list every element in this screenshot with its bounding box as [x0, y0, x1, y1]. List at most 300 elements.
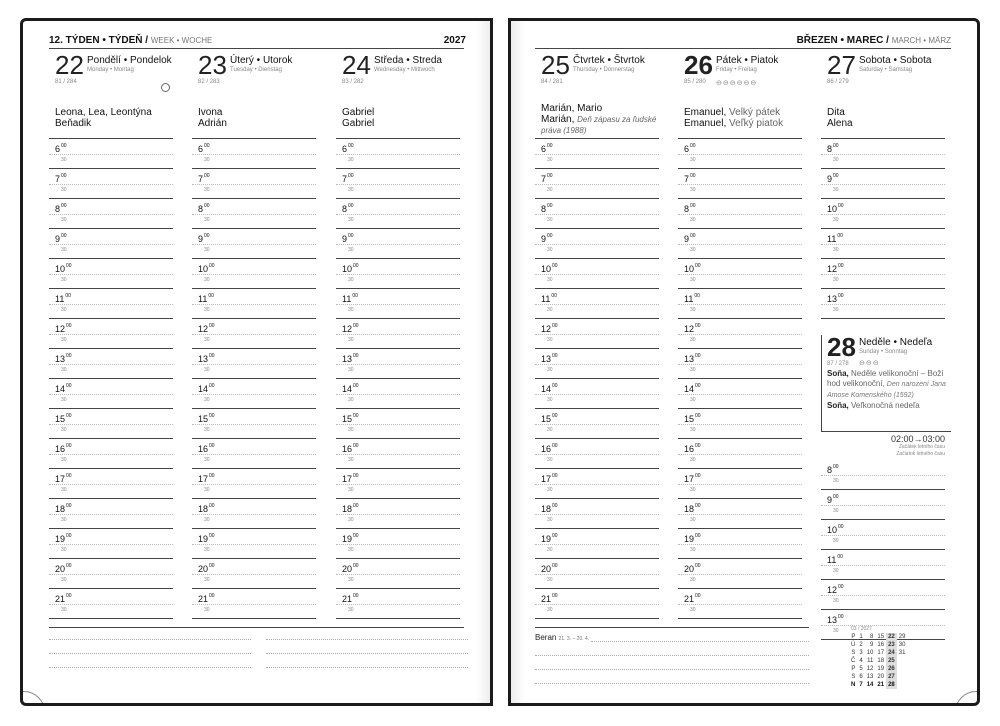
hour-slot[interactable] [821, 139, 951, 169]
half-hour-label: 30 [833, 277, 839, 283]
hour-minutes: 00 [838, 203, 844, 209]
half-hour-line [678, 214, 802, 215]
hour-slot[interactable] [678, 409, 808, 439]
hour-label [198, 443, 215, 454]
hour-slot[interactable] [821, 169, 951, 199]
hour-slot[interactable] [336, 409, 466, 439]
hour-slot[interactable] [678, 469, 808, 499]
hour-number: 16 [198, 444, 209, 454]
hour-minutes: 00 [209, 443, 215, 449]
week-separator: / [142, 35, 151, 46]
hour-number: 10 [684, 264, 695, 274]
half-hour-label: 30 [348, 157, 354, 163]
half-hour-label: 30 [348, 277, 354, 283]
half-hour-label: 30 [690, 517, 696, 523]
half-hour-line [192, 274, 316, 275]
half-hour-line [49, 304, 173, 305]
zodiac-name: Beran [535, 633, 557, 642]
hour-slot[interactable] [678, 139, 808, 169]
half-hour-line [678, 514, 802, 515]
hour-slot[interactable] [678, 199, 808, 229]
hour-slot[interactable] [535, 169, 665, 199]
half-hour-line [535, 514, 659, 515]
day-header [678, 50, 808, 139]
hour-number: 12 [684, 324, 695, 334]
hour-slot[interactable] [49, 199, 179, 229]
hour-slot[interactable] [49, 439, 179, 469]
hour-slot[interactable] [49, 409, 179, 439]
hour-slot[interactable] [336, 259, 466, 289]
hour-number: 10 [342, 264, 353, 274]
hour-label [198, 383, 215, 394]
hour-slot[interactable] [821, 580, 951, 610]
hour-number: 8 [198, 204, 204, 214]
hour-slot[interactable] [535, 469, 665, 499]
mini-calendar-cell [897, 681, 908, 689]
day-title: Sobota • Sobota [859, 55, 932, 66]
hour-number: 13 [342, 354, 353, 364]
hour-minutes: 00 [353, 533, 359, 539]
hour-slot[interactable] [678, 499, 808, 529]
hour-number: 17 [198, 474, 209, 484]
half-hour-line [535, 274, 659, 275]
hour-minutes: 00 [547, 143, 553, 149]
day-title: Čtvrtek • Štvrtok [573, 55, 645, 66]
hour-slot[interactable] [535, 259, 665, 289]
hour-number: 9 [541, 234, 547, 244]
half-hour-label: 30 [690, 427, 696, 433]
hour-slot[interactable] [535, 289, 665, 319]
hour-label [342, 293, 358, 304]
hour-number: 7 [55, 174, 61, 184]
hour-slot[interactable] [336, 559, 466, 589]
hour-slot[interactable] [336, 199, 466, 229]
half-hour-label: 30 [547, 397, 553, 403]
hour-slot[interactable] [535, 229, 665, 259]
hour-slot[interactable] [535, 499, 665, 529]
mini-calendar-cell: 15 [877, 634, 885, 640]
hour-slot[interactable] [535, 349, 665, 379]
hour-slot[interactable] [192, 439, 322, 469]
nameday-line [827, 369, 951, 401]
day-number: 26 [684, 50, 713, 80]
half-hour-label: 30 [547, 427, 553, 433]
half-hour-label: 30 [547, 367, 553, 373]
hour-slot[interactable] [535, 139, 665, 169]
half-hour-line [678, 184, 802, 185]
hour-slot[interactable] [678, 289, 808, 319]
half-hour-label: 30 [690, 157, 696, 163]
mini-calendar-cell [897, 673, 908, 681]
half-hour-label: 30 [348, 187, 354, 193]
half-hour-label: 30 [690, 367, 696, 373]
hour-minutes: 00 [833, 143, 839, 149]
hour-number: 17 [541, 474, 552, 484]
hour-slot[interactable] [192, 319, 322, 349]
mini-calendar-cell: S [851, 650, 856, 656]
half-hour-label: 30 [833, 187, 839, 193]
hour-number: 11 [198, 294, 208, 304]
notes-line [591, 641, 809, 642]
hour-slot[interactable] [678, 559, 808, 589]
hour-label [541, 533, 558, 544]
half-hour-line [535, 394, 659, 395]
hour-number: 10 [827, 525, 838, 535]
hour-slot[interactable] [49, 319, 179, 349]
hour-minutes: 00 [552, 503, 558, 509]
hour-label [55, 443, 72, 454]
nameday-line [684, 107, 806, 118]
hour-minutes: 00 [353, 263, 359, 269]
hour-slot[interactable] [821, 490, 951, 520]
hour-label [684, 353, 701, 364]
nameday-line [342, 118, 464, 129]
half-hour-line [821, 505, 945, 506]
holiday-note: Den narození Jana Amose Komenského (1592) [827, 381, 946, 399]
half-hour-label: 30 [348, 517, 354, 523]
hour-label [541, 173, 553, 184]
day-of-year: 84 / 281 [541, 79, 563, 85]
hour-number: 21 [198, 594, 209, 604]
hour-label [827, 614, 844, 625]
half-hour-line [535, 154, 659, 155]
nameday-name: Ivona [198, 107, 223, 118]
hour-slot[interactable] [49, 379, 179, 409]
half-hour-label: 30 [61, 577, 67, 583]
half-hour-label: 30 [348, 607, 354, 613]
hour-minutes: 00 [552, 263, 558, 269]
hour-minutes: 00 [61, 143, 67, 149]
hour-slot[interactable] [336, 379, 466, 409]
hour-slot[interactable] [336, 229, 466, 259]
hour-number: 8 [342, 204, 348, 214]
half-hour-line [336, 454, 460, 455]
hour-label [342, 443, 359, 454]
mini-calendar-cell: 17 [877, 650, 885, 656]
half-hour-line [821, 154, 945, 155]
hour-slot[interactable] [336, 439, 466, 469]
half-hour-line [49, 334, 173, 335]
day-title: Úterý • Utorok [230, 55, 293, 66]
hour-number: 7 [684, 174, 690, 184]
hour-number: 14 [198, 384, 209, 394]
half-hour-line [49, 424, 173, 425]
hour-label [55, 593, 72, 604]
hour-slot[interactable] [49, 169, 179, 199]
right-page [508, 18, 980, 706]
half-hour-label: 30 [690, 277, 696, 283]
hour-slots [535, 139, 665, 619]
mini-calendar-cell: 13 [866, 674, 874, 680]
notes-line [535, 683, 809, 684]
nameday-name: Marián, [541, 114, 578, 125]
hour-label [342, 593, 359, 604]
hour-label [684, 383, 701, 394]
hour-label [827, 524, 844, 535]
hour-slot[interactable] [49, 139, 179, 169]
hour-label [55, 413, 72, 424]
hour-slot[interactable] [535, 319, 665, 349]
hour-minutes: 00 [695, 503, 701, 509]
hour-slot[interactable] [192, 379, 322, 409]
half-hour-line [336, 424, 460, 425]
mini-calendar-cell: 24 [888, 650, 895, 656]
hour-minutes: 00 [695, 473, 701, 479]
hour-slot[interactable] [336, 319, 466, 349]
hour-number: 14 [684, 384, 695, 394]
hour-slot[interactable] [336, 169, 466, 199]
hour-slots [336, 139, 466, 619]
hour-minutes: 00 [552, 593, 558, 599]
hour-number: 19 [55, 534, 66, 544]
hour-label [55, 263, 72, 274]
hour-slot[interactable] [192, 289, 322, 319]
half-hour-line [821, 565, 945, 566]
hour-minutes: 00 [66, 563, 72, 569]
hour-label [684, 473, 701, 484]
hour-minutes: 00 [833, 494, 839, 500]
hour-number: 20 [541, 564, 552, 574]
hour-label [198, 473, 215, 484]
hour-slot[interactable] [535, 529, 665, 559]
hour-label [541, 383, 558, 394]
half-hour-label: 30 [204, 247, 210, 253]
hour-minutes: 00 [66, 443, 72, 449]
nameday-line [684, 118, 806, 129]
hour-label [342, 563, 359, 574]
hour-slot[interactable] [336, 589, 466, 619]
hour-slot[interactable] [49, 589, 179, 619]
half-hour-label: 30 [547, 457, 553, 463]
hour-slot[interactable] [678, 169, 808, 199]
half-hour-label: 30 [348, 247, 354, 253]
hour-slot[interactable] [192, 409, 322, 439]
hour-slot[interactable] [678, 319, 808, 349]
mini-calendar-cell: N [851, 682, 856, 688]
half-hour-label: 30 [61, 307, 67, 313]
nameday-name: Emanuel, [684, 107, 730, 118]
hour-number: 9 [342, 234, 348, 244]
half-hour-label: 30 [348, 427, 354, 433]
week-header [49, 35, 212, 46]
hour-slot[interactable] [192, 229, 322, 259]
half-hour-line [678, 154, 802, 155]
half-hour-label: 30 [547, 577, 553, 583]
hour-slot[interactable] [336, 139, 466, 169]
hour-slot[interactable] [49, 349, 179, 379]
hour-slot[interactable] [821, 229, 951, 259]
half-hour-line [49, 544, 173, 545]
hour-slot[interactable] [821, 550, 951, 580]
half-hour-line [49, 574, 173, 575]
hour-number: 21 [55, 594, 66, 604]
mini-calendar-cell: 8 [870, 634, 874, 640]
hour-number: 9 [55, 234, 61, 244]
half-hour-label: 30 [61, 487, 67, 493]
hour-slot[interactable] [336, 349, 466, 379]
hour-minutes: 00 [837, 233, 843, 239]
hour-slot[interactable] [535, 379, 665, 409]
hour-slot[interactable] [192, 169, 322, 199]
hour-label [684, 293, 700, 304]
hour-label [55, 203, 67, 214]
half-hour-line [821, 535, 945, 536]
hour-minutes: 00 [552, 473, 558, 479]
mini-calendar [849, 625, 907, 689]
half-hour-line [535, 334, 659, 335]
hour-number: 14 [541, 384, 552, 394]
hour-slot[interactable] [336, 289, 466, 319]
hour-minutes: 00 [547, 203, 553, 209]
hour-slot[interactable] [192, 469, 322, 499]
half-hour-line [821, 244, 945, 245]
month-label-en: MARCH • MÄRZ [891, 36, 951, 45]
hour-number: 20 [342, 564, 353, 574]
half-hour-line [678, 244, 802, 245]
hour-slot[interactable] [821, 199, 951, 229]
hour-label [55, 293, 71, 304]
hour-slot[interactable] [49, 229, 179, 259]
hour-slot[interactable] [192, 139, 322, 169]
hour-label [55, 233, 67, 244]
hour-number: 17 [684, 474, 695, 484]
day-title: Pondělí • Pondelok [87, 55, 172, 66]
hour-number: 15 [55, 414, 66, 424]
hour-label [342, 323, 359, 334]
header-rule [535, 48, 951, 49]
hour-slot[interactable] [535, 409, 665, 439]
day-title: Pátek • Piatok [716, 55, 779, 66]
hour-slot[interactable] [678, 589, 808, 619]
hour-minutes: 00 [204, 233, 210, 239]
hour-number: 17 [342, 474, 353, 484]
day-title-en: Saturday • Samstag [859, 67, 913, 73]
hour-slot[interactable] [192, 529, 322, 559]
hour-slot[interactable] [49, 559, 179, 589]
hour-number: 12 [541, 324, 552, 334]
hour-slot[interactable] [49, 469, 179, 499]
nameday-line [827, 107, 949, 118]
half-hour-line [49, 454, 173, 455]
day-number: 27 [827, 50, 856, 80]
hour-minutes: 00 [66, 263, 72, 269]
day-header [336, 50, 466, 139]
hour-label [541, 203, 553, 214]
hour-label [541, 143, 553, 154]
hour-slot[interactable] [192, 199, 322, 229]
day-number: 22 [55, 50, 84, 80]
hour-slot[interactable] [192, 589, 322, 619]
hour-slot[interactable] [49, 499, 179, 529]
day-of-year: 87 / 278 [827, 361, 849, 367]
half-hour-line [336, 394, 460, 395]
month-header [797, 35, 951, 46]
hour-slot[interactable] [821, 289, 951, 319]
hour-number: 18 [541, 504, 552, 514]
mini-calendar-cell: 25 [888, 658, 895, 664]
half-hour-line [49, 394, 173, 395]
zodiac-sign [535, 633, 589, 642]
hour-slot[interactable] [535, 199, 665, 229]
hour-slot[interactable] [678, 349, 808, 379]
hour-slot[interactable] [49, 259, 179, 289]
hour-number: 7 [541, 174, 547, 184]
day-header [192, 50, 322, 139]
hour-label [827, 554, 843, 565]
day-number: 28 [827, 332, 856, 362]
notes-line [266, 667, 468, 668]
half-hour-line [821, 184, 945, 185]
day-title-en: Friday • Freitag [716, 67, 757, 73]
hour-minutes: 00 [353, 383, 359, 389]
hour-slot[interactable] [821, 460, 951, 490]
week-label-en: WEEK • WOCHE [150, 36, 213, 45]
mini-calendar-cell: Č [851, 658, 856, 664]
hour-slot[interactable] [821, 520, 951, 550]
hour-label [342, 233, 354, 244]
hour-label [342, 173, 354, 184]
nameday-line [55, 118, 177, 129]
half-hour-label: 30 [547, 517, 553, 523]
hour-slot[interactable] [535, 439, 665, 469]
hour-slot[interactable] [678, 229, 808, 259]
hour-slot[interactable] [192, 499, 322, 529]
mini-calendar-cell: 1 [859, 634, 863, 640]
hour-number: 6 [198, 144, 204, 154]
page-corner-tab [955, 691, 980, 706]
hour-slot[interactable] [336, 499, 466, 529]
half-hour-label: 30 [833, 157, 839, 163]
half-hour-line [535, 484, 659, 485]
hour-slot[interactable] [535, 589, 665, 619]
mini-calendar-cell [897, 657, 908, 665]
day-of-year: 81 / 284 [55, 79, 77, 85]
hour-rule [192, 618, 316, 619]
hour-minutes: 00 [353, 443, 359, 449]
hour-label [342, 473, 359, 484]
hour-slot[interactable] [192, 559, 322, 589]
half-hour-label: 30 [348, 457, 354, 463]
nameday-name: Gabriel [342, 107, 375, 118]
half-hour-label: 30 [547, 217, 553, 223]
day-column-fri [678, 50, 808, 619]
day-column-tue [192, 50, 322, 619]
hour-slot[interactable] [192, 349, 322, 379]
hour-minutes: 00 [66, 323, 72, 329]
half-hour-label: 30 [547, 337, 553, 343]
hour-slot[interactable] [678, 439, 808, 469]
hour-number: 21 [541, 594, 552, 604]
hour-slot[interactable] [535, 559, 665, 589]
hour-minutes: 00 [61, 233, 67, 239]
hour-number: 10 [541, 264, 552, 274]
mini-calendar-cell: 14 [866, 682, 874, 688]
half-hour-label: 30 [547, 187, 553, 193]
hour-slot[interactable] [678, 529, 808, 559]
hour-slot[interactable] [678, 259, 808, 289]
hour-slot[interactable] [821, 259, 951, 289]
hour-slot[interactable] [336, 469, 466, 499]
hour-slot[interactable] [678, 379, 808, 409]
hour-slot[interactable] [336, 529, 466, 559]
hour-slot[interactable] [49, 529, 179, 559]
hour-number: 12 [827, 585, 838, 595]
hour-minutes: 00 [209, 323, 215, 329]
hour-slot[interactable] [192, 259, 322, 289]
half-hour-label: 30 [204, 187, 210, 193]
hour-slot[interactable] [49, 289, 179, 319]
half-hour-line [49, 214, 173, 215]
